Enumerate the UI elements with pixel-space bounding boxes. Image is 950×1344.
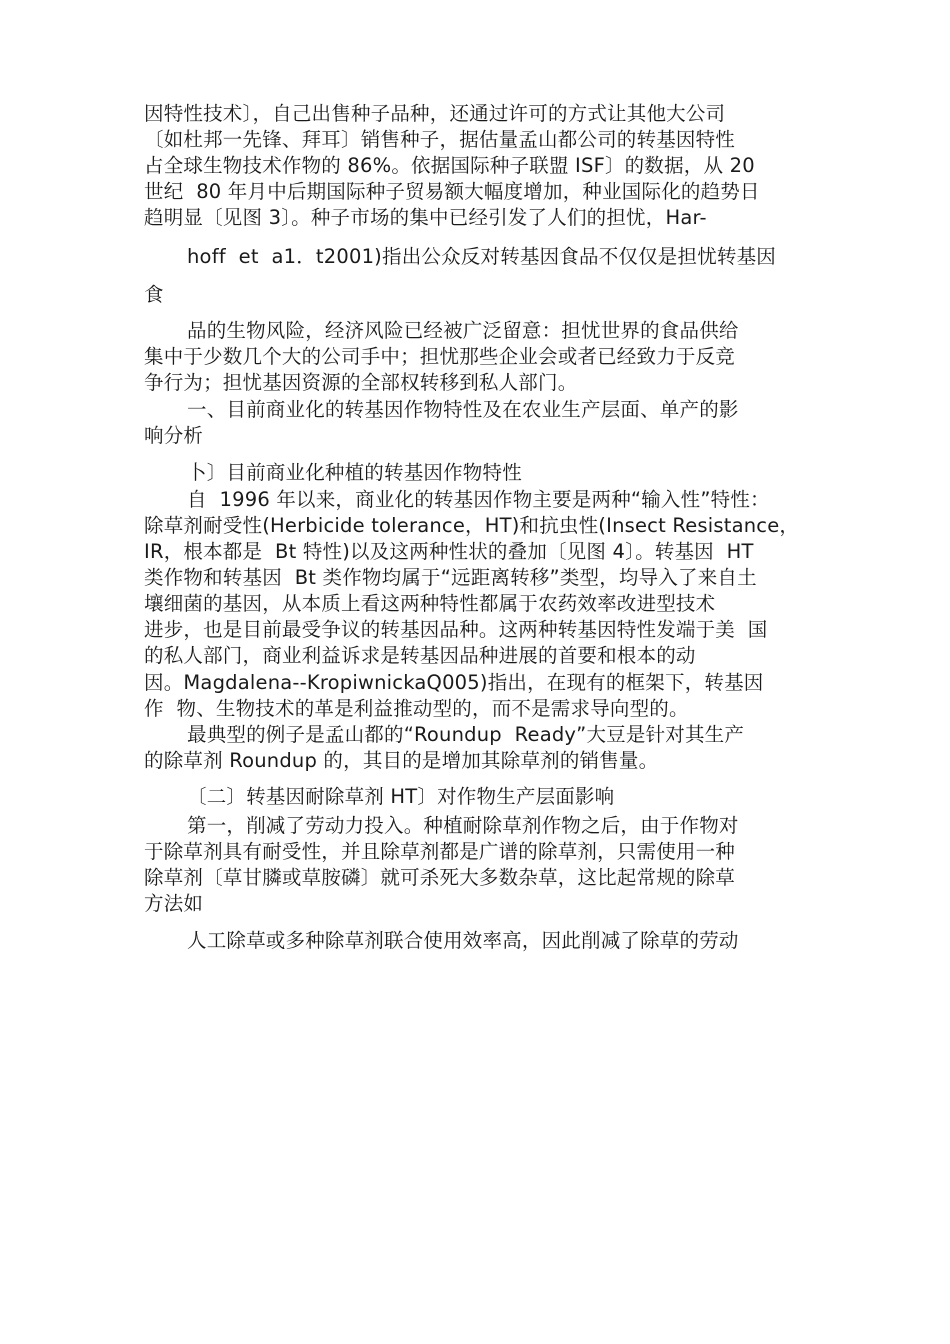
text-line: 的除草剂 Roundup 的，其目的是增加其除草剂的销售量。 [144, 749, 659, 772]
text-line: 类作物和转基因 Bt 类作物均属于“远距离转移”类型，均导入了来自土 [144, 566, 757, 589]
text-line: 占全球生物技术作物的 86%。依据国际种子联盟 ISF〕的数据，从 20 [144, 154, 755, 177]
text-line: 进步，也是目前最受争议的转基因品种。这两种转基因特性发端于美 国 [144, 618, 768, 641]
text-line: 〔如杜邦一先锋、拜耳〕销售种子，据估量孟山都公司的转基因特性 [144, 128, 736, 151]
text-line: 人工除草或多种除草剂联合使用效率高，因此削减了除草的劳动 [187, 929, 739, 952]
text-line: 最典型的例子是孟山都的“Roundup Ready”大豆是针对其生产 [187, 723, 745, 746]
text-line: 世纪 80 年月中后期国际种子贸易额大幅度增加，种业国际化的趋势日 [144, 180, 760, 203]
text-line: 自 1996 年以来，商业化的转基因作物主要是两种“输入性”特性： [187, 488, 770, 511]
text-line: 壤细菌的基因，从本质上看这两种特性都属于农药效率改进型技术 [144, 592, 716, 615]
text-line: 除草剂耐受性(Herbicide tolerance，HT)和抗虫性(Insect Resistance， [144, 514, 800, 537]
text-line: 趋明显〔见图 3〕。种子市场的集中已经引发了人们的担忧，Har- [144, 206, 707, 229]
text-line: hoff et a1．t2001)指出公众反对转基因食品不仅仅是担忧转基因 [187, 245, 776, 268]
text-line: 于除草剂具有耐受性，并且除草剂都是广谱的除草剂，只需使用一种 [144, 840, 736, 863]
text-line: 集中于少数几个大的公司手中；担忧那些企业会或者已经致力于反竞 [144, 345, 736, 368]
subsection-heading: 卜〕目前商业化种植的转基因作物特性 [187, 461, 522, 484]
subsection-heading: 〔二〕转基因耐除草剂 HT〕对作物生产层面影响 [187, 785, 615, 808]
section-heading: 响分析 [144, 424, 204, 447]
text-line: 品的生物风险，经济风险已经被广泛留意：担忧世界的食品供给 [187, 319, 739, 342]
section-heading: 一、目前商业化的转基因作物特性及在农业生产层面、单产的影 [187, 398, 739, 421]
text-line: 争行为；担忧基因资源的全部权转移到私人部门。 [144, 371, 578, 394]
text-line: IR，根本都是 Bt 特性)以及这两种性状的叠加〔见图 4〕。转基因 HT [144, 540, 754, 563]
text-line: 第一，削减了劳动力投入。种植耐除草剂作物之后，由于作物对 [187, 814, 739, 837]
text-line: 方法如 [144, 892, 204, 915]
text-line: 作 物、生物技术的革是利益推动型的，而不是需求导向型的。 [144, 697, 689, 720]
text-line: 的私人部门，商业利益诉求是转基因品种进展的首要和根本的动 [144, 644, 696, 667]
text-line: 因特性技术〕，自己出售种子品种，还通过许可的方式让其他大公司 [144, 102, 726, 125]
text-line: 因。Magdalena--KropiwnickaQ005)指出，在现有的框架下，转基因 [144, 671, 764, 694]
text-line: 除草剂〔草甘膦或草胺磷〕就可杀死大多数杂草，这比起常规的除草 [144, 866, 736, 889]
text-line: 食 [144, 283, 164, 306]
